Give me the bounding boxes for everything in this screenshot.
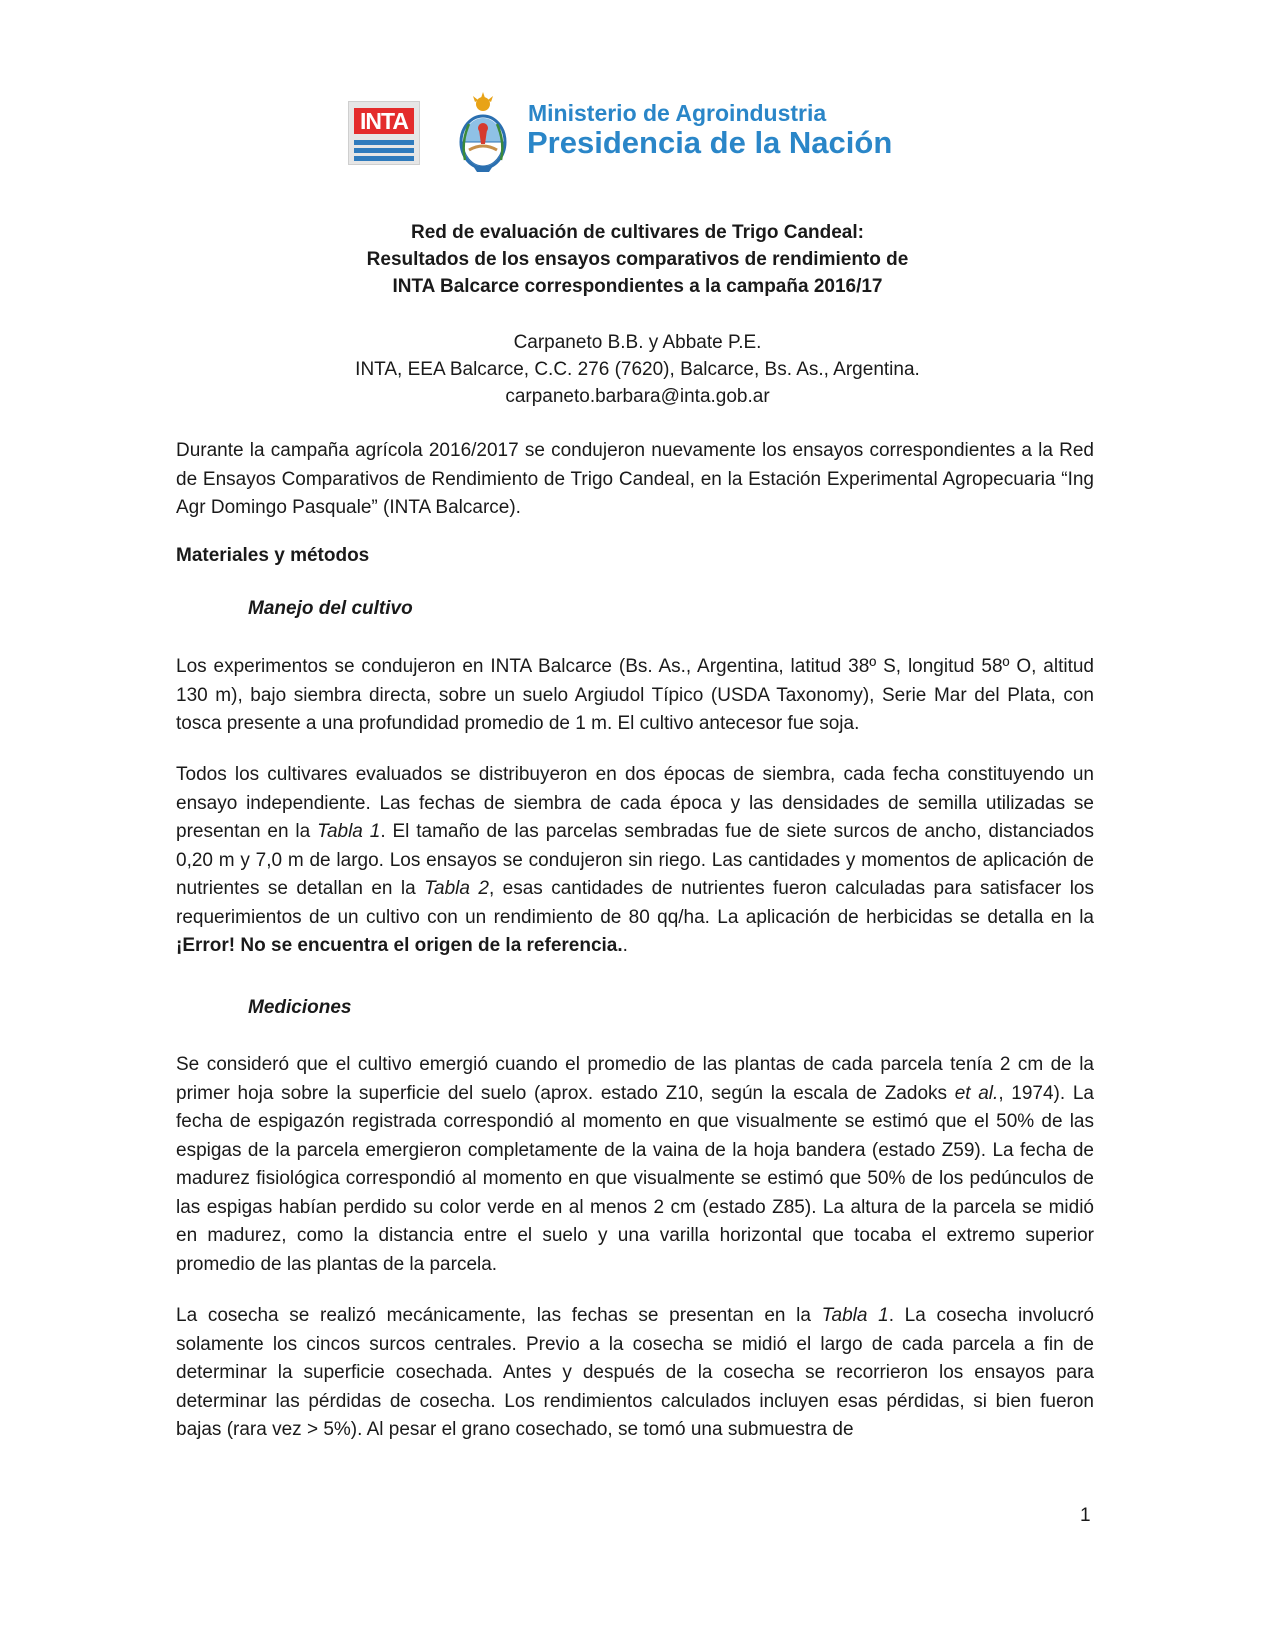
error-reference: ¡Error! No se encuentra el origen de la referencia.	[176, 935, 623, 956]
tabla1-reference: Tabla 1	[821, 1305, 889, 1326]
cosecha-paragraph: La cosecha se realizó mecánicamente, las fechas se presentan en la Tabla 1. La cosecha involucró solamente los cincos surcos centrales. Previo a la cosecha se midió el largo de cada parcela a fin de determinar la superficie cosechada. Antes y después de la cosecha se recorrieron los ensayos para determinar las pérdidas de cosecha. Los rendimientos calculados incluyen esas pérdidas, si bien fueron bajas (rara vez > 5%). Al pesar el grano cosechado, se tomó una submuestra de	[176, 1305, 1094, 1440]
author-email: carpaneto.barbara@inta.gob.ar	[505, 386, 770, 407]
argentina-seal-icon	[455, 92, 511, 174]
authors: Carpaneto B.B. y Abbate P.E.	[513, 332, 762, 353]
inta-logo	[348, 101, 420, 165]
inta-logo-text: INTA	[354, 108, 414, 134]
manejo-paragraph: Los experimentos se condujeron en INTA Balcarce (Bs. As., Argentina, latitud 38º S, longitud 58º O, altitud 130 m), bajo siembra directa, sobre un suelo Argiudol Típico (USDA Taxonomy), Serie Mar del Plata, con tosca presente a una profundidad promedio de 1 m. El cultivo antecesor fue soja.	[176, 656, 1094, 734]
cultivares-paragraph: Todos los cultivares evaluados se distribuyeron en dos épocas de siembra, cada fecha constituyendo un ensayo independiente. Las fechas de siembra de cada época y las densidades de semilla utilizadas se presentan en la Tabla 1. El tamaño de las parcelas sembradas fue de siete surcos de ancho, distanciados 0,20 m y 7,0 m de largo. Los ensayos se condujeron sin riego. Las cantidades y momentos de aplicación de nutrientes se detallan en la Tabla 2, esas cantidades de nutrientes fueron calculadas para satisfacer los requerimientos de un cultivo con un rendimiento de 80 qq/ha. La aplicación de herbicidas se detalla en la ¡Error! No se encuentra el origen de la referencia..	[176, 764, 1095, 956]
subheading-manejo: Manejo del cultivo	[248, 598, 413, 619]
title-line-1: Red de evaluación de cultivares de Trigo Candeal:	[411, 222, 864, 243]
section-heading-materiales: Materiales y métodos	[176, 545, 370, 566]
title-line-3: INTA Balcarce correspondientes a la campaña 2016/17	[392, 276, 883, 297]
et-al: et al.	[954, 1082, 999, 1104]
mediciones-paragraph: Se consideró que el cultivo emergió cuando el promedio de las plantas de cada parcela tenía 2 cm de la primer hoja sobre la superficie del suelo (aprox. estado Z10, según la escala de Zadoks et al., 1974). La fecha de espigazón registrada correspondió al momento en que visualmente se estimó que el 50% de las espigas de la parcela emergieron completamente de la vaina de la hoja bandera (estado Z59). La fecha de madurez fisiológica correspondió al momento en que visualmente se estimó que 50% de los pedúnculos de las espigas habían perdido su color verde en al menos 2 cm (estado Z85). La altura de la parcela se midió en madurez, como la distancia entre el suelo y una varilla horizontal que tocaba el extremo superior promedio de las plantas de la parcela.	[176, 1054, 1094, 1275]
page-number: 1	[1080, 1505, 1091, 1526]
intro-paragraph: Durante la campaña agrícola 2016/2017 se condujeron nuevamente los ensayos correspondientes a la Red de Ensayos Comparativos de Rendimiento de Trigo Candeal, en la Estación Experimental Agropecuaria “Ing Agr Domingo Pasquale” (INTA Balcarce).	[176, 440, 1094, 518]
title-line-2: Resultados de los ensayos comparativos de rendimiento de	[366, 249, 909, 270]
presidency-name: Presidencia de la Nación	[527, 125, 893, 160]
affiliation: INTA, EEA Balcarce, C.C. 276 (7620), Balcarce, Bs. As., Argentina.	[355, 359, 920, 380]
ministry-name: Ministerio de Agroindustria	[528, 100, 827, 126]
subheading-mediciones: Mediciones	[248, 997, 352, 1018]
tabla2-reference: Tabla 2	[424, 878, 489, 899]
tabla1-reference: Tabla 1	[317, 821, 381, 842]
